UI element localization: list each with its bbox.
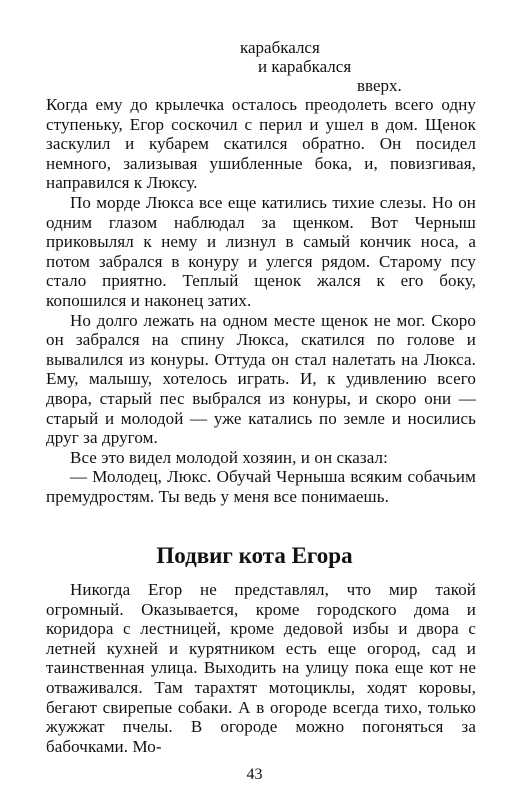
chapter-title: Подвиг кота Егора bbox=[156, 543, 353, 568]
stair-line-2: и карабкался bbox=[258, 57, 352, 76]
paragraph-5: — Молодец, Люкс. Обучай Черныша всяким собачьим премудростям. Ты ведь у меня все понимаешь. bbox=[46, 467, 476, 506]
chapter-text bbox=[46, 580, 476, 756]
paragraph-3: Но долго лежать на одном месте щенок не мог. Скоро он забрался на спину Люкса, скатился по голове и вывалился из конуры. Оттуда он стал налетать на Люкса. Ему, малышу, хотелось играть. И, к удивлению всего двора, старый пес выбрался из конуры, и скоро они — старый и молодой — уже катались по земле и носились друг за другом. bbox=[46, 310, 476, 448]
paragraph-1: Когда ему до крылечка осталось преодолеть всего одну ступеньку, Егор соскочил с перил и ушел в дом. Щенок заскулил и кубарем скатился обратно. Он посидел немного, зализывая ушибленные бока, и, повизгивая, направился к Люксу. bbox=[46, 95, 476, 193]
story-text-top bbox=[46, 95, 476, 506]
paragraph-4: Все это видел молодой хозяин, и он сказал: bbox=[70, 447, 388, 467]
stair-line-3: вверх. bbox=[357, 76, 402, 95]
stair-line-1: карабкался bbox=[240, 38, 320, 57]
chapter-paragraph-1: Никогда Егор не представлял, что мир такой огромный. Оказывается, кроме городского дома и коридора с лестницей, кроме дедовой избы и двора с летней кухней и курятником есть еще огород, сад и таинственная улица. Выходить на улицу пока еще кот не отваживался. Там тарахтят мотоциклы, ходят коровы, бегают свирепые собаки. А в огороде всегда тихо, только жужжат пчелы. В огороде можно погоняться за бабочками. Мо- bbox=[46, 580, 476, 756]
paragraph-2: По морде Люкса все еще катились тихие слезы. Но он одним глазом наблюдал за щенком. Вот Черныш приковылял к нему и лизнул в самый кончик носа, а потом забрался в конуру и улегся рядом. Старому псу стало приятно. Теплый щенок жался к его боку, копошился и наконец затих. bbox=[46, 192, 476, 310]
page-number: 43 bbox=[246, 766, 263, 783]
